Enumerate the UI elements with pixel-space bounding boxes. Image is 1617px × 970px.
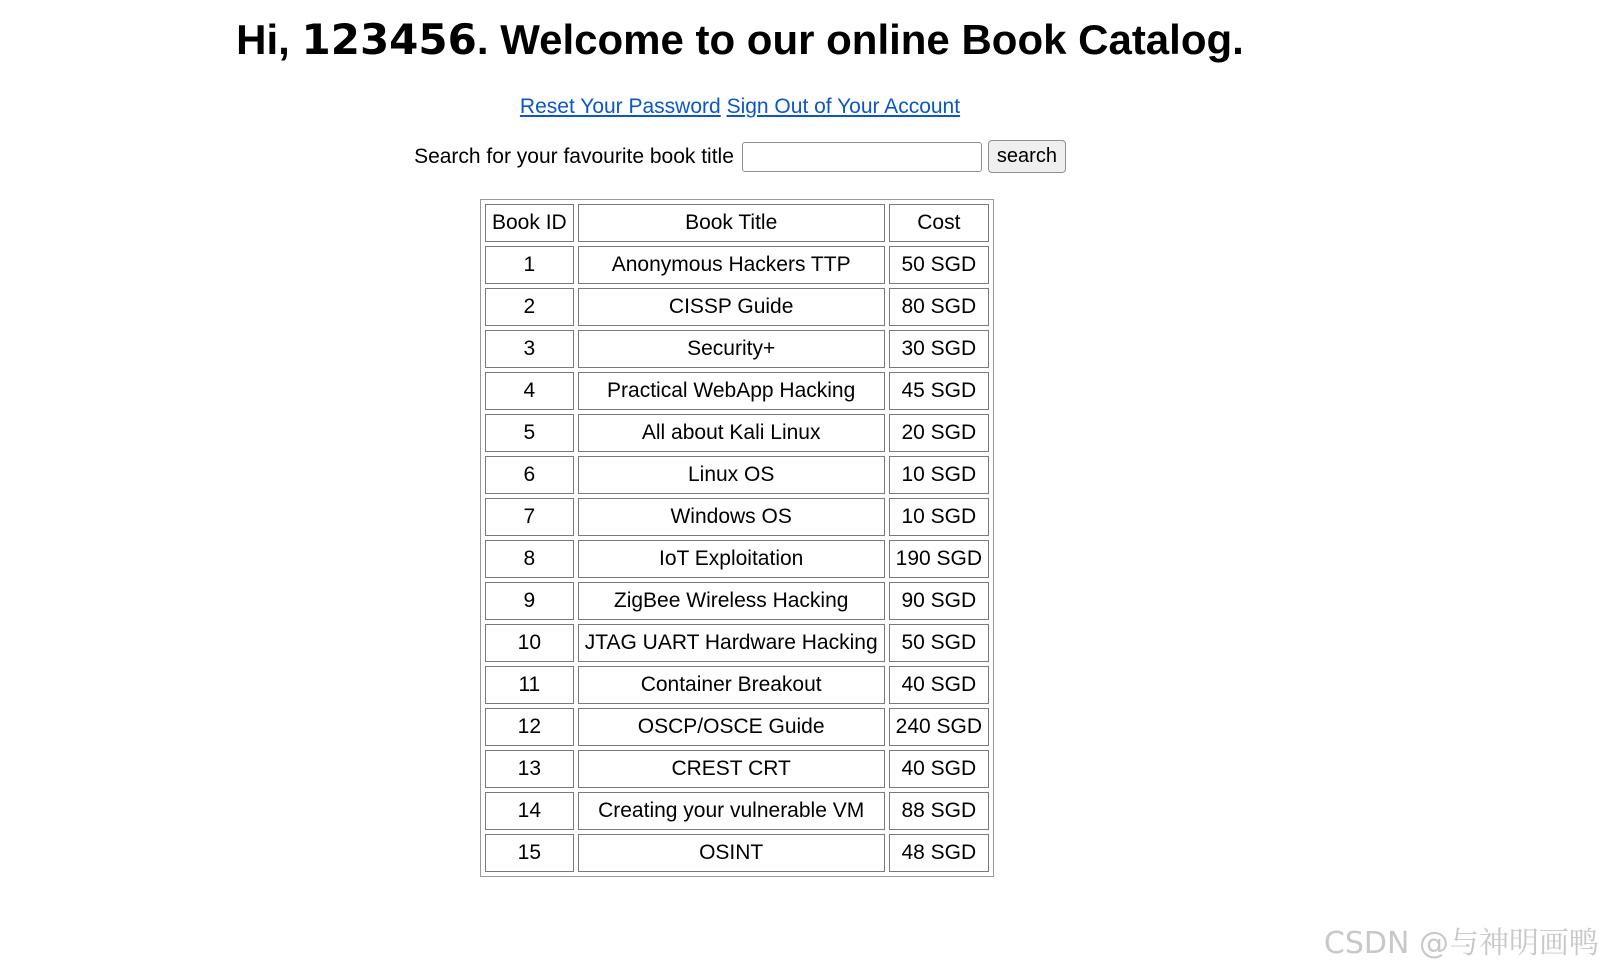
book-catalog-table <box>480 199 994 877</box>
account-links <box>0 94 1480 120</box>
cell-book-id: 5 <box>485 414 574 452</box>
page-title <box>0 14 1480 66</box>
cell-book-id: 6 <box>485 456 574 494</box>
search-input[interactable] <box>742 142 982 172</box>
cell-book-title: ZigBee Wireless Hacking <box>578 582 885 620</box>
cell-book-title: CREST CRT <box>578 750 885 788</box>
cell-book-title: Practical WebApp Hacking <box>578 372 885 410</box>
table-row <box>485 666 989 704</box>
cell-cost: 50 SGD <box>889 246 989 284</box>
table-row <box>485 708 989 746</box>
table-row <box>485 834 989 872</box>
greeting-prefix: Hi, <box>236 16 302 63</box>
cell-cost: 10 SGD <box>889 456 989 494</box>
table-row <box>485 330 989 368</box>
table-row <box>485 288 989 326</box>
cell-book-id: 13 <box>485 750 574 788</box>
cell-book-title: Creating your vulnerable VM <box>578 792 885 830</box>
table-row <box>485 456 989 494</box>
reset-password-link[interactable]: Reset Your Password <box>519 95 721 118</box>
cell-cost: 40 SGD <box>889 666 989 704</box>
cell-book-title: Linux OS <box>578 456 885 494</box>
table-body <box>485 246 989 872</box>
table-row <box>485 372 989 410</box>
cell-book-title: Anonymous Hackers TTP <box>578 246 885 284</box>
watermark: CSDN @与神明画鸭 <box>1323 926 1599 961</box>
cell-book-id: 3 <box>485 330 574 368</box>
cell-book-id: 11 <box>485 666 574 704</box>
table-row <box>485 246 989 284</box>
cell-cost: 40 SGD <box>889 750 989 788</box>
cell-cost: 90 SGD <box>889 582 989 620</box>
cell-cost: 240 SGD <box>889 708 989 746</box>
username: 123456 <box>301 15 477 64</box>
greeting-suffix: . Welcome to our online Book Catalog. <box>476 16 1244 63</box>
cell-cost: 80 SGD <box>889 288 989 326</box>
cell-book-title: OSINT <box>578 834 885 872</box>
cell-book-title: CISSP Guide <box>578 288 885 326</box>
cell-cost: 20 SGD <box>889 414 989 452</box>
cell-book-title: IoT Exploitation <box>578 540 885 578</box>
cell-book-id: 9 <box>485 582 574 620</box>
cell-book-id: 12 <box>485 708 574 746</box>
cell-book-title: Security+ <box>578 330 885 368</box>
column-header-book-id: Book ID <box>485 204 574 242</box>
column-header-cost: Cost <box>889 204 989 242</box>
cell-cost: 190 SGD <box>889 540 989 578</box>
cell-cost: 50 SGD <box>889 624 989 662</box>
cell-book-title: Windows OS <box>578 498 885 536</box>
cell-book-id: 7 <box>485 498 574 536</box>
cell-book-title: All about Kali Linux <box>578 414 885 452</box>
cell-cost: 10 SGD <box>889 498 989 536</box>
table-row <box>485 498 989 536</box>
table-row <box>485 540 989 578</box>
table-header-row <box>485 204 989 242</box>
cell-cost: 30 SGD <box>889 330 989 368</box>
cell-book-id: 2 <box>485 288 574 326</box>
cell-book-id: 10 <box>485 624 574 662</box>
table-row <box>485 582 989 620</box>
search-button[interactable]: search <box>988 140 1066 173</box>
cell-cost: 48 SGD <box>889 834 989 872</box>
table-row <box>485 750 989 788</box>
search-form <box>0 140 1480 173</box>
cell-cost: 45 SGD <box>889 372 989 410</box>
cell-book-title: JTAG UART Hardware Hacking <box>578 624 885 662</box>
column-header-book-title: Book Title <box>578 204 885 242</box>
cell-book-id: 15 <box>485 834 574 872</box>
cell-cost: 88 SGD <box>889 792 989 830</box>
table-row <box>485 414 989 452</box>
cell-book-title: Container Breakout <box>578 666 885 704</box>
cell-book-id: 8 <box>485 540 574 578</box>
table-row <box>485 624 989 662</box>
search-label: Search for your favourite book title <box>414 144 734 168</box>
cell-book-id: 1 <box>485 246 574 284</box>
cell-book-id: 4 <box>485 372 574 410</box>
table-row <box>485 792 989 830</box>
cell-book-title: OSCP/OSCE Guide <box>578 708 885 746</box>
sign-out-link[interactable]: Sign Out of Your Account <box>726 95 961 118</box>
cell-book-id: 14 <box>485 792 574 830</box>
